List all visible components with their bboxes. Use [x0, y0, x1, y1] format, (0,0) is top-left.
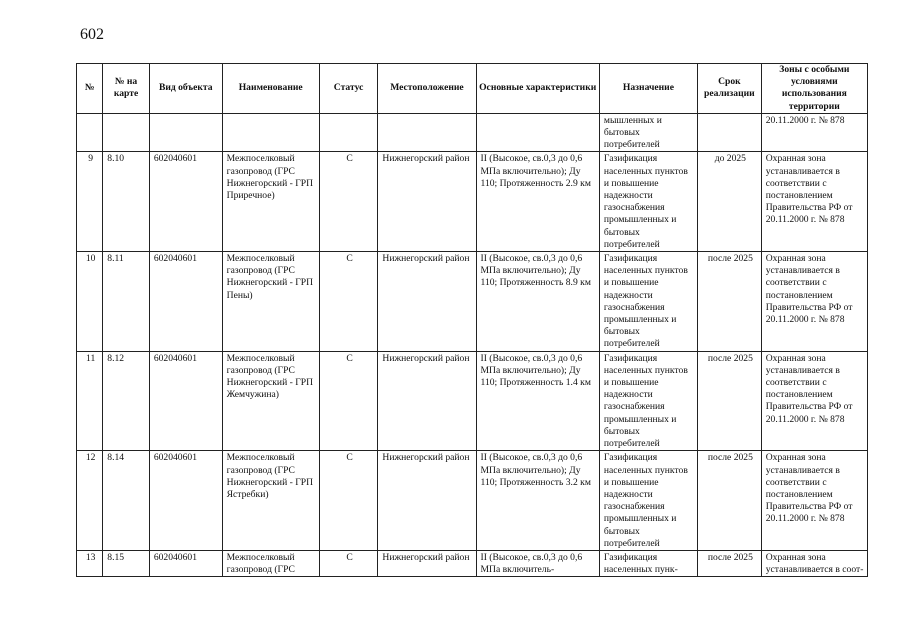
header-term: Срок реализации — [698, 64, 762, 114]
header-map-num: № на карте — [103, 64, 150, 114]
cell-characteristics: II (Высокое, св.0,3 до 0,6 МПа включительно); Ду 110; Протяженность 3.2 км — [476, 451, 599, 551]
cell-location: Нижнегорский район — [378, 351, 476, 451]
table-row — [77, 252, 868, 352]
cell-zone: Охранная зона устанавливается в соответствии с постановлением Правительства РФ от 20.11.2000 г. № 878 — [761, 351, 867, 451]
header-num: № — [77, 64, 103, 114]
cell-map-num: 8.12 — [103, 351, 150, 451]
cell-characteristics: II (Высокое, св.0,3 до 0,6 МПа включитель- — [476, 550, 599, 576]
register-table — [76, 63, 868, 577]
cell-characteristics: II (Высокое, св.0,3 до 0,6 МПа включительно); Ду 110; Протяженность 2.9 км — [476, 152, 599, 252]
cell-purpose: Газификация населенных пунктов и повышение надежности газоснабжения промышленных и бытовых потребителей — [599, 252, 697, 352]
cell-map-num: 8.14 — [103, 451, 150, 551]
cell-characteristics: II (Высокое, св.0,3 до 0,6 МПа включительно); Ду 110; Протяженность 8.9 км — [476, 252, 599, 352]
cell-name: Межпоселковый газопровод (ГРС Нижнегорский - ГРП Жемчужина) — [222, 351, 319, 451]
header-zones: Зоны с особыми условиями использования территории — [761, 64, 867, 114]
cell-object-type: 602040601 — [149, 451, 222, 551]
cell-location: Нижнегорский район — [378, 550, 476, 576]
cell-term: после 2025 — [698, 550, 762, 576]
cell-purpose: Газификация населенных пунк- — [599, 550, 697, 576]
header-name: Наименование — [222, 64, 319, 114]
cell-characteristics: II (Высокое, св.0,3 до 0,6 МПа включительно); Ду 110; Протяженность 1.4 км — [476, 351, 599, 451]
cell-location: Нижнегорский район — [378, 152, 476, 252]
table-row — [77, 550, 868, 576]
cell-status: С — [319, 451, 378, 551]
cell-zone: Охранная зона устанавливается в соответствии с постановлением Правительства РФ от 20.11.2000 г. № 878 — [761, 152, 867, 252]
header-row — [77, 64, 868, 114]
header-characteristics: Основные характеристики — [476, 64, 599, 114]
cell-empty — [103, 113, 150, 152]
cell-object-type: 602040601 — [149, 351, 222, 451]
cell-empty — [476, 113, 599, 152]
cell-object-type: 602040601 — [149, 152, 222, 252]
cell-term: после 2025 — [698, 252, 762, 352]
cell-empty — [149, 113, 222, 152]
cell-zone: 20.11.2000 г. № 878 — [761, 113, 867, 152]
cell-empty — [319, 113, 378, 152]
cell-num: 12 — [77, 451, 103, 551]
header-object-type: Вид объекта — [149, 64, 222, 114]
cell-name: Межпоселковый газопровод (ГРС Нижнегорский - ГРП Ястребки) — [222, 451, 319, 551]
table-row-continued — [77, 113, 868, 152]
cell-purpose: Газификация населенных пунктов и повышение надежности газоснабжения промышленных и бытовых потребителей — [599, 451, 697, 551]
cell-num: 13 — [77, 550, 103, 576]
cell-purpose: мышленных и бытовых потребителей — [599, 113, 697, 152]
cell-zone: Охранная зона устанавливается в соот- — [761, 550, 867, 576]
header-status: Статус — [319, 64, 378, 114]
cell-status: С — [319, 252, 378, 352]
cell-object-type: 602040601 — [149, 550, 222, 576]
cell-status: С — [319, 351, 378, 451]
cell-term: после 2025 — [698, 451, 762, 551]
cell-num: 10 — [77, 252, 103, 352]
table-row — [77, 351, 868, 451]
cell-purpose: Газификация населенных пунктов и повышение надежности газоснабжения промышленных и бытовых потребителей — [599, 351, 697, 451]
cell-status: С — [319, 550, 378, 576]
cell-zone: Охранная зона устанавливается в соответствии с постановлением Правительства РФ от 20.11.2000 г. № 878 — [761, 252, 867, 352]
cell-num: 9 — [77, 152, 103, 252]
cell-zone: Охранная зона устанавливается в соответствии с постановлением Правительства РФ от 20.11.2000 г. № 878 — [761, 451, 867, 551]
cell-name: Межпоселковый газопровод (ГРС Нижнегорский - ГРП Пены) — [222, 252, 319, 352]
cell-term: после 2025 — [698, 351, 762, 451]
table-row — [77, 152, 868, 252]
cell-purpose: Газификация населенных пунктов и повышение надежности газоснабжения промышленных и бытовых потребителей — [599, 152, 697, 252]
cell-term: до 2025 — [698, 152, 762, 252]
cell-name: Межпоселковый газопровод (ГРС — [222, 550, 319, 576]
header-location: Местоположение — [378, 64, 476, 114]
cell-empty — [222, 113, 319, 152]
cell-empty — [77, 113, 103, 152]
cell-location: Нижнегорский район — [378, 252, 476, 352]
cell-map-num: 8.15 — [103, 550, 150, 576]
cell-map-num: 8.10 — [103, 152, 150, 252]
page-number: 602 — [80, 26, 104, 43]
cell-status: С — [319, 152, 378, 252]
cell-name: Межпоселковый газопровод (ГРС Нижнегорский - ГРП Приречное) — [222, 152, 319, 252]
cell-object-type: 602040601 — [149, 252, 222, 352]
cell-empty — [698, 113, 762, 152]
table-row — [77, 451, 868, 551]
cell-location: Нижнегорский район — [378, 451, 476, 551]
cell-num: 11 — [77, 351, 103, 451]
cell-empty — [378, 113, 476, 152]
cell-map-num: 8.11 — [103, 252, 150, 352]
header-purpose: Назначение — [599, 64, 697, 114]
